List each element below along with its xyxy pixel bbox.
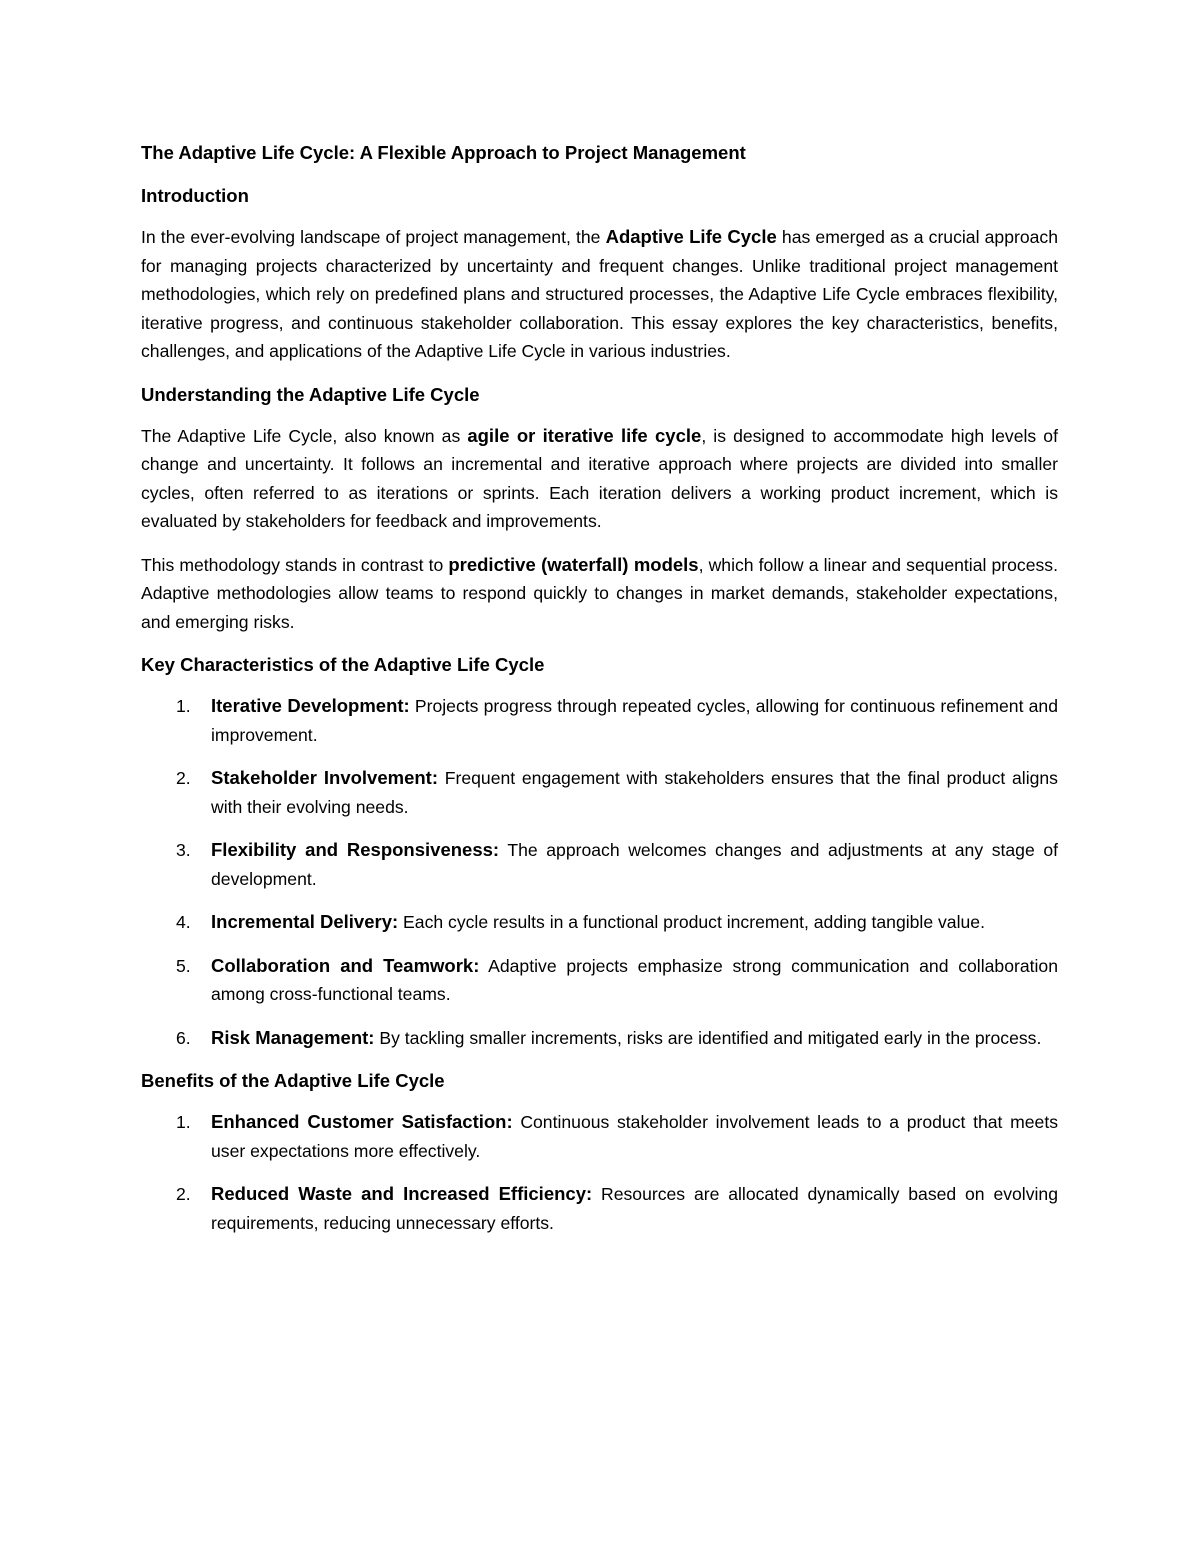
understanding-paragraph-2 — [141, 551, 1058, 637]
list-item — [141, 1108, 1058, 1165]
list-item-term: Collaboration and Teamwork: — [211, 954, 480, 976]
section-heading-characteristics: Key Characteristics of the Adaptive Life Cycle — [141, 654, 545, 675]
list-item-term: Incremental Delivery: — [211, 911, 399, 932]
understanding-paragraph-1 — [141, 422, 1058, 536]
list-item — [141, 692, 1058, 749]
list-number: 5. — [176, 955, 191, 976]
list-item — [141, 836, 1058, 893]
paragraph-text: The Adaptive Life Cycle, also known as — [141, 425, 468, 446]
list-item-text: Adaptive projects emphasize strong communication and collaboration among cross-functional teams. — [211, 955, 1058, 1004]
list-item-text: Continuous stakeholder involvement leads to a product that meets user expectations more effectively. — [211, 1112, 1059, 1161]
list-item-text: Projects progress through repeated cycles, allowing for continuous refinement and improvement. — [211, 696, 1058, 745]
list-item-term: Iterative Development: — [211, 695, 410, 716]
paragraph-text: , which follow a linear and sequential process. Adaptive methodologies allow teams to respond quickly to changes in market demands, stakeholder expectations, and emerging risks. — [141, 554, 1058, 632]
bold-term: agile or iterative life cycle — [467, 424, 702, 446]
list-number: 2. — [176, 1184, 191, 1204]
list-item — [141, 1180, 1058, 1237]
benefits-list — [141, 1108, 1058, 1237]
list-item-term: Flexibility and Responsiveness: — [211, 839, 500, 860]
section-heading-understanding: Understanding the Adaptive Life Cycle — [141, 383, 480, 405]
section-heading-introduction: Introduction — [141, 185, 249, 206]
list-item-term: Reduced Waste and Increased Efficiency: — [211, 1183, 593, 1204]
list-number: 3. — [176, 840, 191, 860]
list-item-text: Resources are allocated dynamically based on evolving requirements, reducing unnecessary efforts. — [211, 1184, 1058, 1233]
paragraph-text: This methodology stands in contrast to — [141, 554, 449, 575]
list-number: 4. — [176, 912, 191, 932]
list-item — [141, 952, 1058, 1009]
list-number: 1. — [176, 1112, 191, 1132]
list-item — [141, 1024, 1058, 1053]
list-item-text: By tackling smaller increments, risks are identified and mitigated early in the process. — [374, 1027, 1042, 1048]
list-item-term: Stakeholder Involvement: — [211, 767, 438, 788]
list-item — [141, 908, 1058, 937]
paragraph-text: has emerged as a crucial approach for managing projects characterized by uncertainty and frequent changes. Unlike traditional project management methodologies, which rely on predefined plans and structured processes, the Adaptive Life Cycle embraces flexibility, iterative progress, and continuous stakeholder collaboration. This essay explores the key characteristics, benefits, challenges, and applications of the Adaptive Life Cycle in various industries. — [141, 227, 1058, 361]
list-item-text: Each cycle results in a functional product increment, adding tangible value. — [398, 912, 985, 932]
characteristics-list — [141, 692, 1058, 1052]
introduction-paragraph — [141, 223, 1058, 366]
list-item-term: Risk Management: — [211, 1026, 375, 1048]
list-item-text: The approach welcomes changes and adjustments at any stage of development. — [211, 840, 1059, 889]
list-item-term: Enhanced Customer Satisfaction: — [211, 1111, 513, 1132]
paragraph-text: In the ever-evolving landscape of project management, the — [141, 227, 606, 247]
paragraph-text: , is designed to accommodate high levels of change and uncertainty. It follows an incremental and iterative approach where projects are divided into smaller cycles, often referred to as iterations or sprints. Each iteration delivers a working product increment, which is evaluated by stakeholders for feedback and improvements. — [141, 425, 1058, 531]
section-heading-benefits: Benefits of the Adaptive Life Cycle — [141, 1070, 445, 1091]
bold-term: Adaptive Life Cycle — [605, 226, 777, 247]
list-item — [141, 764, 1058, 821]
list-number: 6. — [176, 1027, 191, 1048]
bold-term: predictive (waterfall) models — [448, 553, 699, 575]
document-body — [141, 139, 1058, 1252]
list-number: 1. — [176, 696, 191, 716]
list-item-text: Frequent engagement with stakeholders ensures that the final product aligns with their evolving needs. — [211, 768, 1058, 817]
list-number: 2. — [176, 768, 191, 788]
document-title: The Adaptive Life Cycle: A Flexible Approach to Project Management — [141, 142, 746, 163]
